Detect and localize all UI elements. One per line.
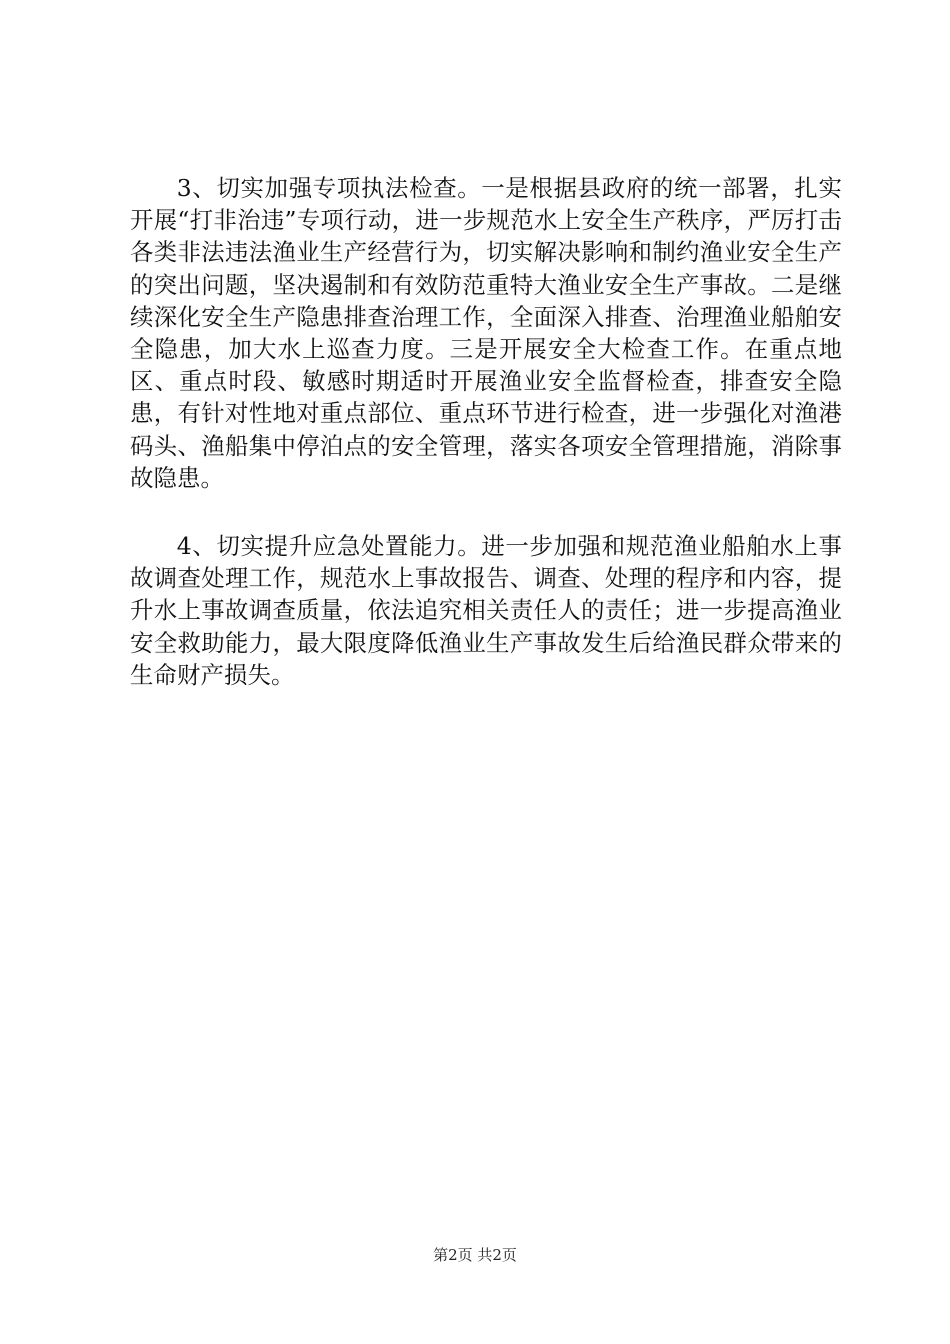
paragraph-enforcement-inspection: 3、切实加强专项执法检查。一是根据县政府的统一部署，扎实开展“打非治违”专项行动，进一步规范水上安全生产秩序，严厉打击各类非法违法渔业生产经营行为，切实解决影响和制约渔业安全生产的突出问题，坚决遏制和有效防范重特大渔业安全生产事故。二是继续深化安全生产隐患排查治理工作，全面深入排查、治理渔业船舶安全隐患，加大水上巡查力度。三是开展安全大检查工作。在重点地区、重点时段、敏感时期适时开展渔业安全监督检查，排查安全隐患，有针对性地对重点部位、重点环节进行检查，进一步强化对渔港码头、渔船集中停泊点的安全管理，落实各项安全管理措施，消除事故隐患。 — [130, 174, 842, 492]
paragraph-emergency-response: 4、切实提升应急处置能力。进一步加强和规范渔业船舶水上事故调查处理工作，规范水上事故报告、调查、处理的程序和内容，提升水上事故调查质量，依法追究相关责任人的责任；进一步提高渔业安全救助能力，最大限度降低渔业生产事故发生后给渔民群众带来的生命财产损失。 — [130, 532, 842, 689]
document-body — [130, 172, 842, 691]
page-number-footer: 第2页 共2页 — [433, 1246, 517, 1264]
